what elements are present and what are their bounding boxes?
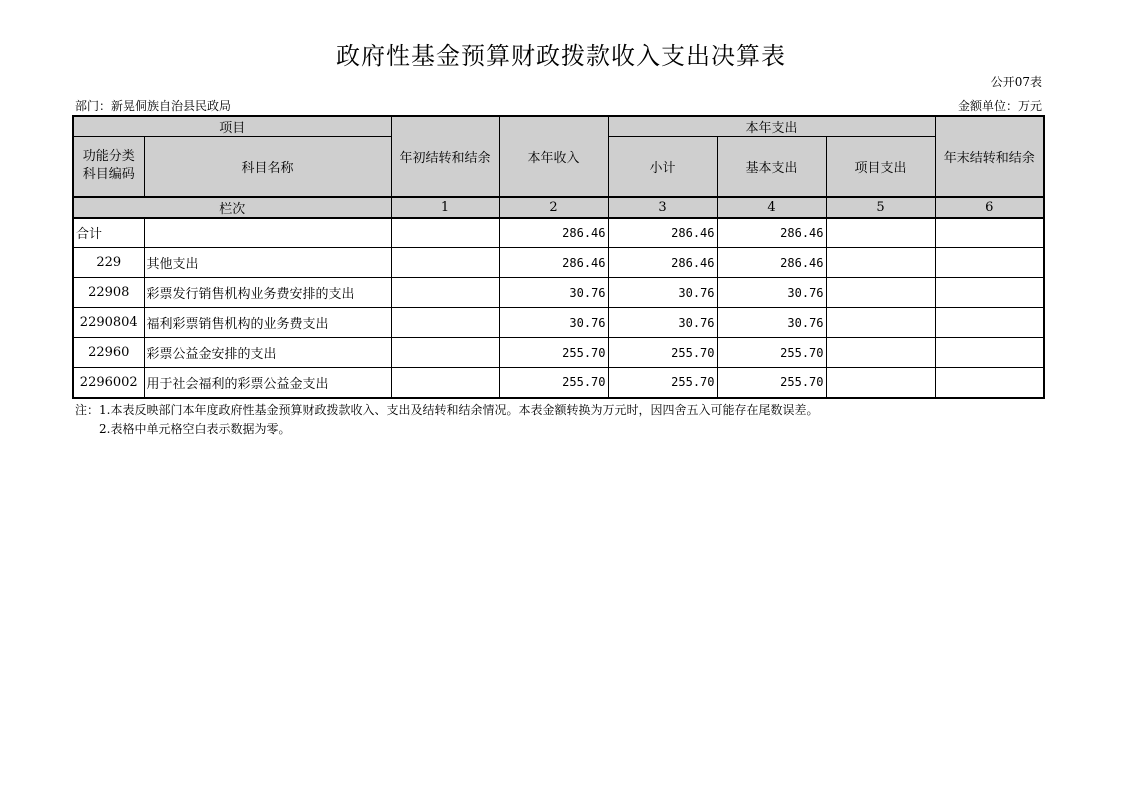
row-code: 2296002 bbox=[73, 368, 144, 398]
row-project bbox=[826, 248, 935, 278]
form-number: 公开07表 bbox=[990, 75, 1042, 89]
col-number: 3 bbox=[608, 197, 717, 218]
header-income: 本年收入 bbox=[499, 116, 608, 197]
header-expense: 本年支出 bbox=[608, 116, 935, 137]
row-name: 福利彩票销售机构的业务费支出 bbox=[144, 308, 391, 338]
header-end-balance: 年末结转和结余 bbox=[935, 116, 1044, 197]
header-func-code-line2: 科目编码 bbox=[82, 167, 135, 183]
row-project bbox=[826, 368, 935, 398]
table-row bbox=[73, 248, 1044, 278]
row-basic: 255.70 bbox=[717, 368, 826, 398]
header-subtotal: 小计 bbox=[608, 137, 717, 197]
row-subtotal: 30.76 bbox=[608, 278, 717, 308]
row-end bbox=[935, 278, 1044, 308]
department-label: 部门：新晃侗族自治县民政局 bbox=[75, 99, 232, 113]
row-income: 286.46 bbox=[499, 218, 608, 248]
row-end bbox=[935, 368, 1044, 398]
row-income: 286.46 bbox=[499, 248, 608, 278]
note-2: 2.表格中单元格空白表示数据为零。 bbox=[99, 422, 291, 436]
row-subtotal: 286.46 bbox=[608, 218, 717, 248]
col-number: 2 bbox=[499, 197, 608, 218]
row-begin bbox=[391, 338, 499, 368]
header-func-code-line1: 功能分类 bbox=[82, 149, 135, 165]
row-begin bbox=[391, 308, 499, 338]
row-project bbox=[826, 218, 935, 248]
table-row bbox=[73, 368, 1044, 398]
header-project: 项目支出 bbox=[826, 137, 935, 197]
row-project bbox=[826, 338, 935, 368]
header-subject-name: 科目名称 bbox=[144, 137, 391, 197]
row-basic: 286.46 bbox=[717, 248, 826, 278]
table-notes bbox=[75, 401, 818, 439]
header-func-code bbox=[73, 137, 144, 197]
row-income: 255.70 bbox=[499, 368, 608, 398]
fund-budget-table bbox=[72, 115, 1045, 399]
table-row bbox=[73, 308, 1044, 338]
row-code: 合计 bbox=[73, 218, 144, 248]
row-basic: 30.76 bbox=[717, 308, 826, 338]
table-row bbox=[73, 278, 1044, 308]
row-code: 2290804 bbox=[73, 308, 144, 338]
row-project bbox=[826, 308, 935, 338]
col-number: 1 bbox=[391, 197, 499, 218]
row-income: 30.76 bbox=[499, 278, 608, 308]
row-end bbox=[935, 308, 1044, 338]
row-name: 彩票发行销售机构业务费安排的支出 bbox=[144, 278, 391, 308]
row-subtotal: 286.46 bbox=[608, 248, 717, 278]
row-project bbox=[826, 278, 935, 308]
col-number: 5 bbox=[826, 197, 935, 218]
row-subtotal: 30.76 bbox=[608, 308, 717, 338]
row-name bbox=[144, 218, 391, 248]
row-code: 22908 bbox=[73, 278, 144, 308]
row-income: 30.76 bbox=[499, 308, 608, 338]
row-name: 彩票公益金安排的支出 bbox=[144, 338, 391, 368]
row-code: 229 bbox=[73, 248, 144, 278]
row-subtotal: 255.70 bbox=[608, 368, 717, 398]
table-row bbox=[73, 338, 1044, 368]
note-1: 注：1.本表反映部门本年度政府性基金预算财政拨款收入、支出及结转和结余情况。本表金额转换为万元时，因四舍五入可能存在尾数误差。 bbox=[75, 403, 819, 417]
row-begin bbox=[391, 368, 499, 398]
header-basic: 基本支出 bbox=[717, 137, 826, 197]
amount-unit-label: 金额单位：万元 bbox=[957, 99, 1042, 113]
row-name: 用于社会福利的彩票公益金支出 bbox=[144, 368, 391, 398]
row-basic: 255.70 bbox=[717, 338, 826, 368]
row-income: 255.70 bbox=[499, 338, 608, 368]
row-code: 22960 bbox=[73, 338, 144, 368]
col-number: 6 bbox=[935, 197, 1044, 218]
header-column-index: 栏次 bbox=[73, 197, 391, 218]
row-subtotal: 255.70 bbox=[608, 338, 717, 368]
header-begin-balance: 年初结转和结余 bbox=[391, 116, 499, 197]
row-basic: 30.76 bbox=[717, 278, 826, 308]
col-number: 4 bbox=[717, 197, 826, 218]
row-basic: 286.46 bbox=[717, 218, 826, 248]
row-begin bbox=[391, 278, 499, 308]
table-row bbox=[73, 218, 1044, 248]
header-item: 项目 bbox=[73, 116, 391, 137]
page-title: 政府性基金预算财政拨款收入支出决算表 bbox=[336, 42, 786, 70]
row-begin bbox=[391, 218, 499, 248]
row-end bbox=[935, 248, 1044, 278]
row-begin bbox=[391, 248, 499, 278]
row-end bbox=[935, 218, 1044, 248]
row-end bbox=[935, 338, 1044, 368]
row-name: 其他支出 bbox=[144, 248, 391, 278]
